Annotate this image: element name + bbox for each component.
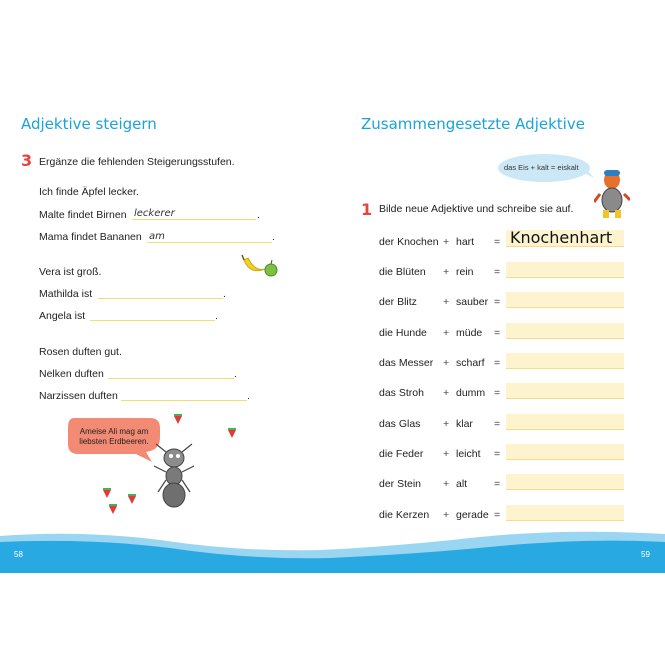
equals-sign: = (494, 327, 501, 339)
sentence-angela: Angela ist (39, 310, 86, 322)
answer-box[interactable] (506, 383, 624, 399)
answer-box[interactable] (506, 262, 624, 278)
answer-line-bananas[interactable] (147, 242, 272, 243)
row-adjective: gerade (456, 509, 489, 521)
equals-sign: = (494, 296, 501, 308)
row-adjective: hart (456, 236, 475, 248)
period: . (247, 390, 250, 402)
equals-sign: = (494, 357, 501, 369)
answer-line-narcissus[interactable] (121, 400, 247, 401)
equals-sign: = (494, 387, 501, 399)
plus-sign: + (443, 509, 450, 521)
left-page-title: Adjektive steigern (21, 115, 157, 133)
example-answer: Knochenhart (510, 228, 613, 247)
task-number-3: 3 (21, 151, 33, 170)
period: . (257, 209, 260, 221)
answer-box[interactable] (506, 505, 624, 521)
right-page-title: Zusammengesetzte Adjektive (361, 115, 585, 133)
sentence-carnations: Nelken duften (39, 368, 104, 380)
row-noun: die Feder (379, 448, 424, 460)
row-adjective: scharf (456, 357, 485, 369)
bottom-wave-decoration (0, 528, 665, 573)
plus-sign: + (443, 387, 450, 399)
equals-sign: = (494, 478, 501, 490)
plus-sign: + (443, 478, 450, 490)
equals-sign: = (494, 266, 501, 278)
speech-bubble-text: Ameise Ali mag am liebsten Erdbeeren. (79, 427, 149, 446)
answer-box[interactable] (506, 353, 624, 369)
sentence-pears: Malte findet Birnen (39, 209, 127, 221)
row-adjective: müde (456, 327, 483, 339)
row-adjective: dumm (456, 387, 486, 399)
example-bubble-text: das Eis + kalt = eiskalt (504, 163, 579, 172)
banana-apple-illustration (240, 250, 282, 282)
row-adjective: alt (456, 478, 468, 490)
ant-ali-illustration (150, 440, 200, 512)
row-adjective: leicht (456, 448, 481, 460)
left-instruction: Ergänze die fehlenden Steigerungsstufen. (39, 156, 235, 168)
plus-sign: + (443, 236, 450, 248)
answer-box[interactable] (506, 444, 624, 460)
answer-line-carnations[interactable] (108, 378, 234, 379)
plus-sign: + (443, 357, 450, 369)
row-noun: der Stein (379, 478, 422, 490)
row-noun: die Hunde (379, 327, 427, 339)
sentence-narcissus: Narzissen duften (39, 390, 118, 402)
plus-sign: + (443, 266, 450, 278)
answer-box[interactable] (506, 474, 624, 490)
plus-sign: + (443, 448, 450, 460)
equals-sign: = (494, 418, 501, 430)
answer-box[interactable] (506, 323, 624, 339)
sentence-vera: Vera ist groß. (39, 266, 102, 278)
answer-line-pears[interactable] (132, 219, 256, 220)
row-adjective: rein (456, 266, 474, 278)
row-noun: die Kerzen (379, 509, 430, 521)
row-noun: der Blitz (379, 296, 417, 308)
period: . (215, 310, 218, 322)
handwritten-am: am (149, 231, 165, 242)
row-adjective: sauber (456, 296, 489, 308)
row-noun: die Blüten (379, 266, 426, 278)
page-number-left: 58 (14, 550, 23, 559)
answer-box[interactable] (506, 414, 624, 430)
row-noun: der Knochen (379, 236, 439, 248)
row-adjective: klar (456, 418, 473, 430)
sentence-mathilda: Mathilda ist (39, 288, 93, 300)
period: . (272, 231, 275, 243)
answer-line-mathilda[interactable] (98, 298, 223, 299)
handwritten-leckerer: leckerer (134, 208, 175, 219)
task-number-1: 1 (361, 200, 373, 219)
sentence-apples: Ich finde Äpfel lecker. (39, 186, 139, 198)
plus-sign: + (443, 296, 450, 308)
period: . (234, 368, 237, 380)
answer-line-angela[interactable] (90, 320, 215, 321)
plus-sign: + (443, 418, 450, 430)
answer-box[interactable] (506, 292, 624, 308)
right-instruction: Bilde neue Adjektive und schreibe sie auf. (379, 203, 574, 215)
equals-sign: = (494, 509, 501, 521)
page-number-right: 59 (641, 550, 650, 559)
sentence-bananas: Mama findet Bananen (39, 231, 142, 243)
period: . (223, 288, 226, 300)
sentence-roses: Rosen duften gut. (39, 346, 122, 358)
plus-sign: + (443, 327, 450, 339)
equals-sign: = (494, 448, 501, 460)
row-noun: das Glas (379, 418, 421, 430)
bird-character-illustration (594, 168, 630, 220)
row-noun: das Stroh (379, 387, 424, 399)
row-noun: das Messer (379, 357, 434, 369)
equals-sign: = (494, 236, 501, 248)
